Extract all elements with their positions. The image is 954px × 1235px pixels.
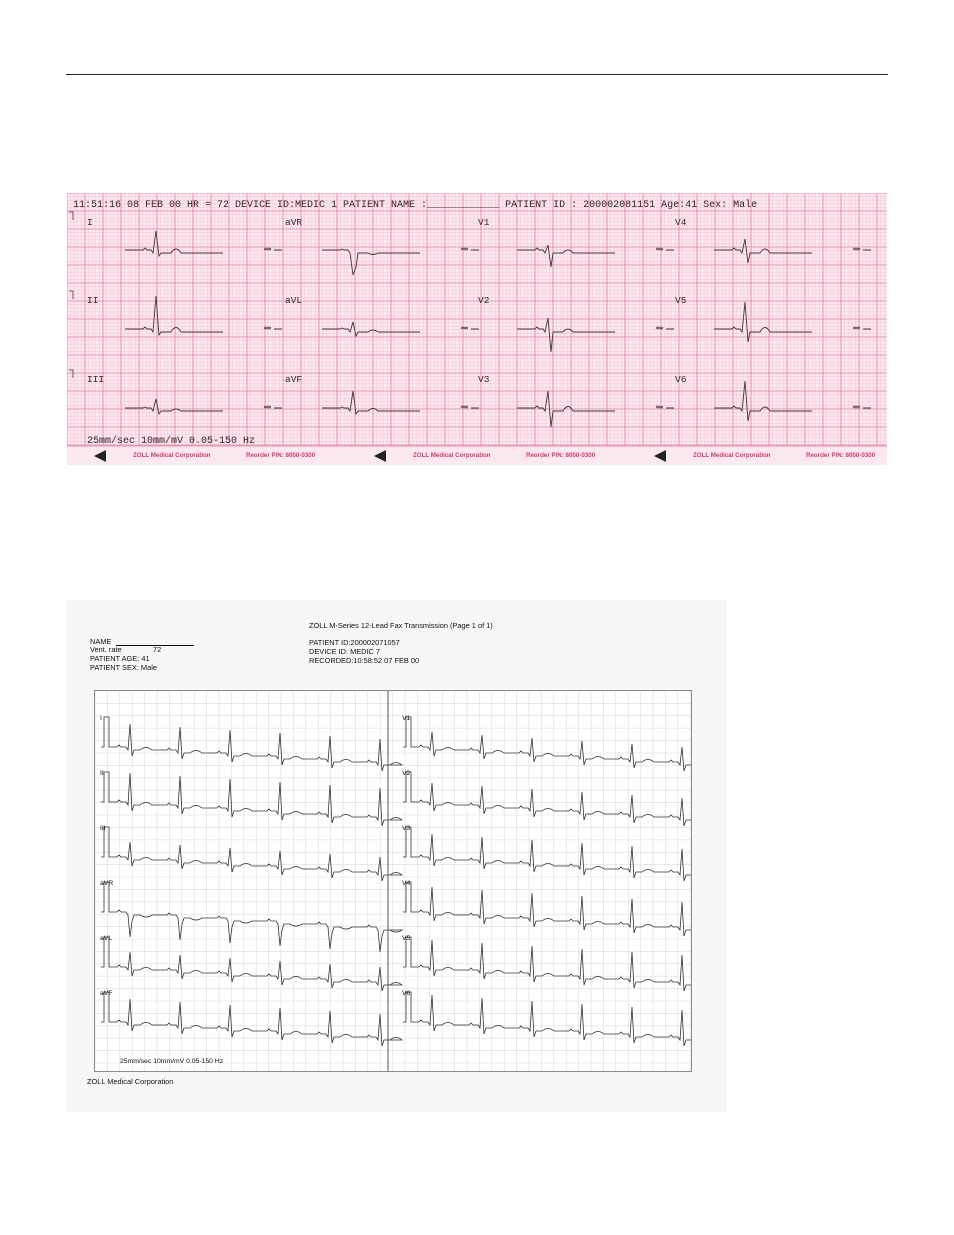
fax-grid-lines (95, 691, 691, 1071)
fax-lead-label-avl: aVL (100, 935, 113, 942)
patient-id: PATIENT ID:200002071057 (309, 638, 400, 647)
lead-label-ii: II (87, 295, 99, 306)
recorded-time: RECORDED:10:58:52 07 FEB 00 (309, 656, 420, 665)
fax-title: ZOLL M-Series 12-Lead Fax Transmission (Page 1 of 1) (309, 621, 493, 630)
paper-arrow-icon (654, 450, 666, 462)
lead-label-iii: III (87, 374, 105, 385)
fax-lead-label-avr: aVR (100, 880, 114, 887)
device-id: DEVICE ID: MEDIC 7 (309, 647, 381, 656)
lead-label-v6: V6 (675, 374, 687, 385)
fax-company: ZOLL Medical Corporation (87, 1077, 174, 1086)
paper-arrow-icon (374, 450, 386, 462)
fax-lead-label-iii: III (100, 825, 106, 832)
fax-lead-label-i: I (100, 715, 102, 722)
lead-label-v5: V5 (675, 295, 687, 306)
fax-lead-label-v3: V3 (402, 825, 411, 832)
lead-label-v3: V3 (478, 374, 490, 385)
lead-label-i: I (87, 217, 93, 228)
lead-label-avr: aVR (285, 217, 303, 228)
page-top-rule (66, 74, 888, 75)
ecg-trace (125, 231, 871, 427)
vent-rate-label: Vent. rate (90, 645, 122, 654)
ecg-strip-thermal (67, 193, 887, 465)
footer-company: ZOLL Medical Corporation (133, 452, 211, 459)
calibration-pulse (69, 212, 73, 378)
fax-lead-label-v1: V1 (402, 715, 411, 722)
patient-age: PATIENT AGE: 41 (90, 654, 150, 663)
lead-label-avf: aVF (285, 374, 303, 385)
footer-company: ZOLL Medical Corporation (693, 452, 771, 459)
fax-lead-label-v4: V4 (402, 880, 411, 887)
name-label: NAME (90, 637, 112, 646)
paper-arrow-icon (94, 450, 106, 462)
footer-company: ZOLL Medical Corporation (413, 452, 491, 459)
fax-lead-label-v6: V6 (402, 990, 411, 997)
patient-sex: PATIENT SEX: Male (90, 663, 157, 672)
ecg-strip-thermal-graphic (67, 193, 887, 465)
fax-lead-label-v2: V2 (402, 770, 411, 777)
lead-label-avl: aVL (285, 295, 303, 306)
strip-settings: 25mm/sec 10mm/mV 0.05-150 Hz (87, 436, 256, 447)
lead-label-v2: V2 (478, 295, 490, 306)
fax-ecg-grid (94, 690, 692, 1072)
fax-settings: 25mm/sec 10mm/mV 0.05-150 Hz (120, 1058, 224, 1065)
lead-label-v4: V4 (675, 217, 687, 228)
strip-header: 11:51:16 08 FEB 00 HR = 72 DEVICE ID:MEDIC 1 PATIENT NAME :____________ PATIENT ID : 200002081151 Age:41 Sex: Male (73, 200, 758, 211)
footer-reorder: Reorder P/N: 8000-0300 (806, 452, 876, 459)
ecg-fax-transmission (67, 600, 727, 1112)
fax-lead-label-ii: II (100, 770, 104, 777)
fax-lead-label-v5: V5 (402, 935, 411, 942)
lead-label-v1: V1 (478, 217, 490, 228)
fax-ecg-graphic (95, 691, 691, 1071)
vent-rate-value: 72 (153, 645, 162, 654)
footer-reorder: Reorder P/N: 8000-0300 (526, 452, 596, 459)
fax-lead-label-avf: aVF (100, 990, 113, 997)
footer-reorder: Reorder P/N: 8000-0300 (246, 452, 316, 459)
fax-ecg-trace (101, 717, 691, 1046)
